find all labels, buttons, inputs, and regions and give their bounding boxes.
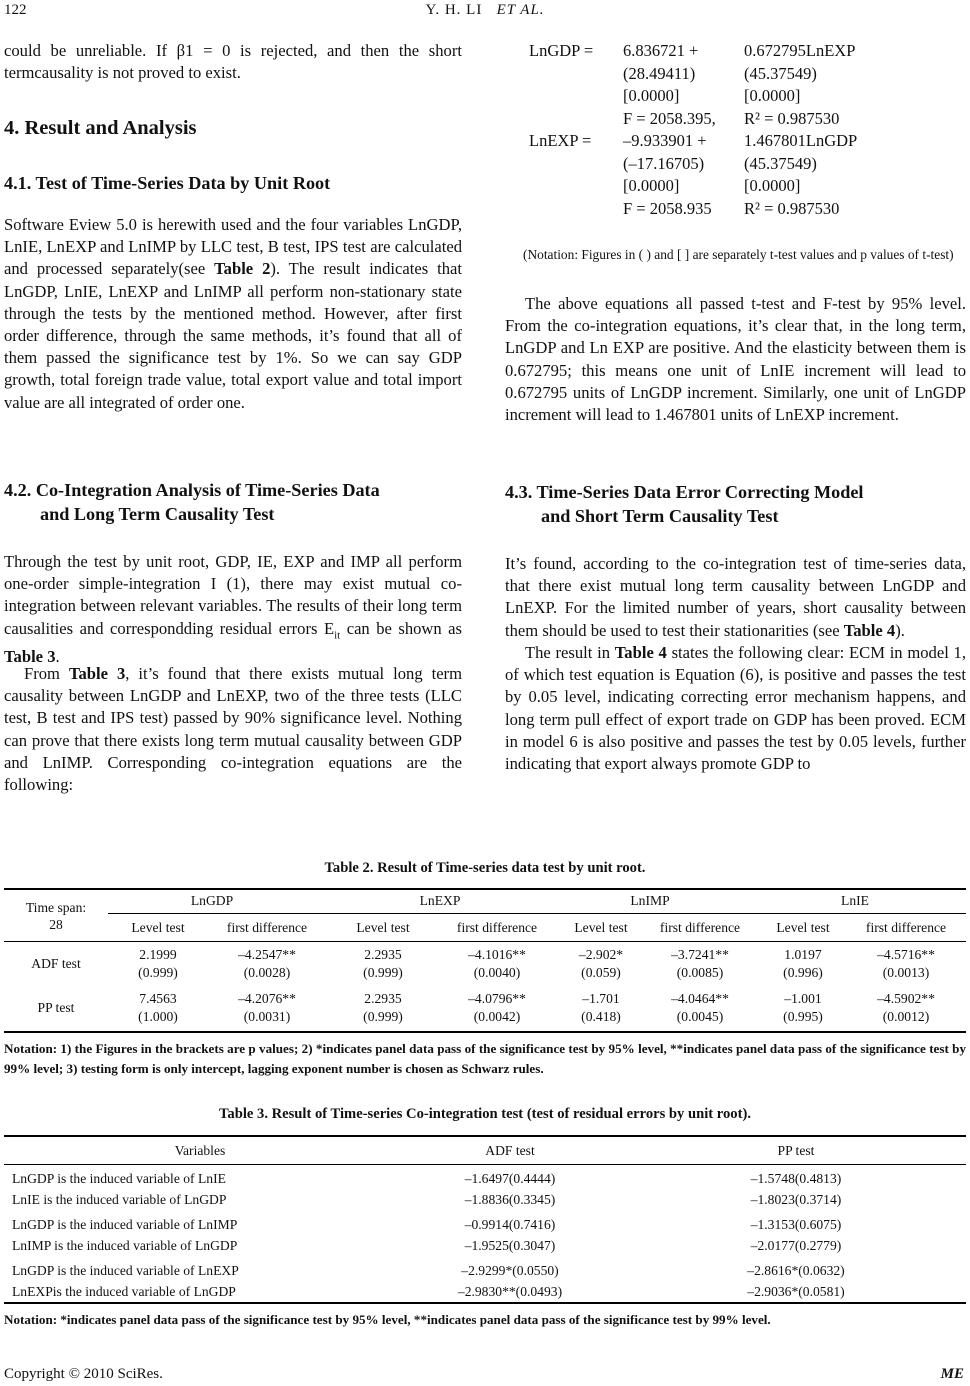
equation-row xyxy=(505,63,966,86)
table-2-sub-header: first difference xyxy=(226,920,308,935)
equation-col-2: 1.467801LnGDP xyxy=(744,131,858,150)
equation-col-2: [0.0000] xyxy=(744,176,801,195)
subsection-4-3-title xyxy=(505,480,966,528)
table-2-sub-header: Level test xyxy=(131,920,185,935)
table-3-header-rule xyxy=(4,1164,966,1165)
equation-col-1: F = 2058.935 xyxy=(623,198,712,218)
table-2-pvalue: (0.0031) xyxy=(243,1009,291,1024)
table-2-group-header: LnEXP xyxy=(419,893,461,908)
equation-col-2: R² = 0.987530 xyxy=(744,198,840,218)
table-3-row-pp: –2.0177(0.2779) xyxy=(750,1238,842,1253)
running-head-author: Y. H. LI xyxy=(425,2,483,18)
equation-row xyxy=(505,108,966,131)
table-3-header-variables: Variables xyxy=(174,1143,226,1158)
table-3-row-adf: –2.9299*(0.0550) xyxy=(461,1263,559,1278)
table-3-bottom-rule xyxy=(4,1302,966,1304)
table-2-value: –1.001 xyxy=(784,991,822,1006)
table-2-pvalue: (0.059) xyxy=(581,965,621,980)
table-2-sub-header: first difference xyxy=(865,920,947,935)
paragraph-4-3b xyxy=(505,642,966,775)
table-2-top-rule xyxy=(4,888,966,890)
table-2-cell xyxy=(743,946,863,982)
table-3-row-variable: LnGDP is the induced variable of LnIE xyxy=(12,1171,226,1186)
table-3-row-adf: –1.9525(0.3047) xyxy=(464,1238,556,1253)
table-3-row-pp: –2.8616*(0.0632) xyxy=(747,1263,845,1278)
table-3-header-pp: PP test xyxy=(777,1143,815,1158)
table-2-sub-header: first difference xyxy=(456,920,538,935)
table-2-value: –4.5902** xyxy=(877,991,935,1006)
subsection-4-2-title-line1: 4.2. Co-Integration Analysis of Time-Series Data xyxy=(4,480,380,500)
table-3-header-adf: ADF test xyxy=(485,1143,535,1158)
table-2-value: –4.2547** xyxy=(238,947,296,962)
equation-col-2: [0.0000] xyxy=(744,86,801,105)
table-2-group-rule xyxy=(108,913,966,914)
table-2-cell xyxy=(743,990,863,1026)
table-2-value: –4.0796** xyxy=(468,991,526,1006)
table-2-pvalue: (0.0040) xyxy=(473,965,521,980)
equation-col-2: 0.672795LnEXP xyxy=(744,41,856,60)
table-2-cell xyxy=(323,946,443,982)
paragraph-4-3b-text-a: The result in xyxy=(525,643,615,662)
table-4-ref: Table 4 xyxy=(843,620,896,640)
equation-row xyxy=(505,130,966,153)
paragraph-4-2b-text-a: From xyxy=(24,664,69,683)
subsection-4-3-title-line1: 4.3. Time-Series Data Error Correcting Model xyxy=(505,482,864,502)
subsection-4-2-title xyxy=(4,478,462,526)
equation-row xyxy=(505,175,966,198)
equation-col-1: [0.0000] xyxy=(623,86,680,105)
equation-col-2: R² = 0.987530 xyxy=(744,108,840,128)
table-2-cell xyxy=(437,990,557,1026)
table-2-header-rule xyxy=(4,941,966,942)
table-3-row-variable: LnIMP is the induced variable of LnGDP xyxy=(12,1238,238,1253)
table-2-cell xyxy=(98,990,218,1026)
table-2-sub-header: Level test xyxy=(776,920,830,935)
subsection-4-2-title-line2: and Long Term Causality Test xyxy=(40,504,275,524)
table-2-group-header: LnIE xyxy=(841,893,869,908)
equation-col-1: F = 2058.395, xyxy=(623,108,716,128)
table-2-cell xyxy=(323,990,443,1026)
paragraph-equations-discussion: The above equations all passed t-test and F-test by 95% level. From the co-integration equations, it’s clear that, in the long term, LnGDP and Ln EXP are positive. And the elasticity between them is 0.672795; this means one unit of LnIE increment will lead to 0.672795 units of LnGDP increment. Similarly, one unit of LnGDP increment will lead to 1.467801 units of LnEXP increment. xyxy=(505,294,966,425)
table-2-pvalue: (0.0028) xyxy=(243,965,291,980)
paragraph-4-2 xyxy=(4,551,462,668)
paragraph-4-2-text-c: . xyxy=(55,647,60,667)
table-2-value: –3.7241** xyxy=(671,947,729,962)
table-3-row-pp: –2.9036*(0.0581) xyxy=(747,1284,845,1299)
table-2-pvalue: (0.418) xyxy=(581,1009,621,1024)
equation-row xyxy=(505,198,966,221)
table-2-value: 2.2935 xyxy=(364,947,402,962)
table-2-sub-header: first difference xyxy=(659,920,741,935)
table-2-timespan-cell xyxy=(4,890,108,941)
paragraph-4-3-text-a: It’s found, according to the co-integration test of time-series data, that there exist mutual long term causality between LnGDP and LnEXP. For the limited number of years, short causality between them should be used to test their stationarities (see xyxy=(505,554,966,640)
table-3-row-adf: –0.9914(0.7416) xyxy=(464,1217,556,1232)
table-2-cell xyxy=(640,946,760,982)
table-3-row-adf: –1.8836(0.3345) xyxy=(464,1192,556,1207)
table-2-notation: Notation: 1) the Figures in the brackets are p values; 2) *indicates panel data pass of the significance test by 95% level, **indicates panel data pass of the significance test by 99% level; 3) testing form is only intercept, lagging exponent number is chosen as Schwarz rules. xyxy=(4,1041,966,1076)
table-3-row-variable: LnIE is the induced variable of LnGDP xyxy=(12,1192,227,1207)
table-2-cell xyxy=(437,946,557,982)
equation-row xyxy=(505,40,966,63)
table-2-cell xyxy=(98,946,218,982)
table-2-group-header: LnGDP xyxy=(190,893,234,908)
table-2-value: –4.5716** xyxy=(877,947,935,962)
cointegration-equations xyxy=(505,40,966,220)
equation-lhs: LnEXP = xyxy=(529,131,592,150)
subsection-4-3-title-line2: and Short Term Causality Test xyxy=(541,506,779,526)
table-4-ref-2: Table 4 xyxy=(614,643,667,662)
table-2-value: –2.902* xyxy=(578,947,624,962)
table-3-row-pp: –1.8023(0.3714) xyxy=(750,1192,842,1207)
equation-col-1: (28.49411) xyxy=(623,63,696,83)
table-3-row-pp: –1.3153(0.6075) xyxy=(750,1217,842,1232)
journal-abbreviation: ME xyxy=(940,1366,964,1382)
table-2-value: –4.2076** xyxy=(238,991,296,1006)
paragraph-4-1-text-a: Software Eview 5.0 is herewith used and the four variables LnGDP, LnIE, LnEXP and LnIMP by LLC test, B test, IPS test are calculated and processed separately(see xyxy=(4,215,462,279)
table-3-caption: Table 3. Result of Time-series Co-integration test (test of residual errors by unit root). xyxy=(219,1106,751,1122)
table-3-row-adf: –1.6497(0.4444) xyxy=(464,1171,556,1186)
table-3-ref-2: Table 3 xyxy=(68,664,126,683)
paragraph-4-2-text-a: Through the test by unit root, GDP, IE, EXP and IMP all perform one-order simple-integration I (1), there may exist mutual co-integration between relevant variables. The results of their long term causalities and correspondding residual errors E xyxy=(4,552,462,638)
subsection-4-1-title: 4.1. Test of Time-Series Data by Unit Root xyxy=(4,173,331,193)
table-2-cell xyxy=(207,946,327,982)
table-3-row-variable: LnGDP is the induced variable of LnIMP xyxy=(12,1217,238,1232)
equation-row xyxy=(505,153,966,176)
paragraph-4-3 xyxy=(505,553,966,642)
section-4-title: 4. Result and Analysis xyxy=(4,117,197,139)
table-2-pvalue: (0.995) xyxy=(783,1009,823,1024)
table-2-value: 2.2935 xyxy=(364,991,402,1006)
equation-col-2: (45.37549) xyxy=(744,63,817,83)
table-2-cell xyxy=(207,990,327,1026)
paragraph-4-1-text-b: ). The result indicates that LnGDP, LnIE, LnEXP and LnIMP all perform non-stationary state through the tests by the mentioned method. However, after first order difference, through the same methods, it’s found that all of them passed the significance test by 1%. So we can say GDP growth, total foreign trade value, total export value and total import value are all integrated of order one. xyxy=(4,259,462,412)
table-2-sub-header: Level test xyxy=(356,920,410,935)
running-head-etal: ET AL. xyxy=(496,2,545,18)
table-2-pvalue: (0.999) xyxy=(363,1009,403,1024)
table-2-pvalue: (0.0012) xyxy=(882,1009,930,1024)
paragraph-4-3b-text-b: states the following clear: ECM in model 1, of which test equation is Equation (6), is positive and passes the test by 0.05 level, indicating correcting error mechanism happens, and long term pull effect of export trade on GDP has been proved. ECM in model 6 is also positive and passes the test by 0.05 levels, further indicating that export always promote GDP to xyxy=(505,643,966,774)
copyright: Copyright © 2010 SciRes. xyxy=(4,1366,163,1382)
table-2-value: –1.701 xyxy=(582,991,620,1006)
equation-col-1: –9.933901 + xyxy=(623,131,707,150)
table-2-bottom-rule xyxy=(4,1031,966,1033)
table-3-row-pp: –1.5748(0.4813) xyxy=(750,1171,842,1186)
paragraph-4-2b xyxy=(4,663,462,796)
table-2-caption: Table 2. Result of Time-series data test by unit root. xyxy=(324,860,646,876)
table-2-pvalue: (0.0042) xyxy=(473,1009,521,1024)
page-number: 122 xyxy=(4,2,27,18)
table-2-ref: Table 2 xyxy=(214,259,271,279)
table-3-top-rule xyxy=(4,1135,966,1137)
table-2-cell xyxy=(846,946,966,982)
equation-col-1: [0.0000] xyxy=(623,176,680,195)
table-2-cell xyxy=(846,990,966,1026)
equation-col-1: 6.836721 + xyxy=(623,41,699,60)
table-2-pvalue: (0.999) xyxy=(138,965,178,980)
table-2-row-label: PP test xyxy=(37,1000,75,1015)
table-2-value: –4.0464** xyxy=(671,991,729,1006)
table-2-timespan-value: 28 xyxy=(49,916,63,932)
table-2-value: –4.1016** xyxy=(468,947,526,962)
table-3-ref: Table 3 xyxy=(4,647,56,667)
table-2-cell xyxy=(640,990,760,1026)
paragraph-4-1 xyxy=(4,214,462,414)
table-2-pvalue: (0.0085) xyxy=(676,965,724,980)
running-head xyxy=(0,2,970,19)
table-2-timespan-label: Time span: xyxy=(25,899,87,915)
equation-col-2: (45.37549) xyxy=(744,153,817,173)
equation-col-1: (–17.16705) xyxy=(623,153,705,173)
table-2-pvalue: (1.000) xyxy=(138,1009,178,1024)
table-2-sub-header: Level test xyxy=(574,920,628,935)
table-2-pvalue: (0.0013) xyxy=(882,965,930,980)
table-2-value: 7.4563 xyxy=(139,991,177,1006)
table-2-pvalue: (0.999) xyxy=(363,965,403,980)
table-3-row-variable: LnGDP is the induced variable of LnEXP xyxy=(12,1263,239,1278)
table-2-value: 2.1999 xyxy=(139,947,177,962)
table-3-row-variable: LnEXPis the induced variable of LnGDP xyxy=(12,1284,236,1299)
table-3-notation: Notation: *indicates panel data pass of the significance test by 95% level, **indicates panel data pass of the significance test by 99% level. xyxy=(4,1312,771,1327)
table-3-row-adf: –2.9830**(0.0493) xyxy=(457,1284,563,1299)
residual-subscript: it xyxy=(334,628,341,641)
equation-lhs: LnGDP = xyxy=(529,41,594,60)
paragraph-4-3-text-b: ). xyxy=(895,620,905,640)
equation-row xyxy=(505,85,966,108)
table-2-pvalue: (0.0045) xyxy=(676,1009,724,1024)
equations-note: (Notation: Figures in ( ) and [ ] are separately t-test values and p values of t-test) xyxy=(523,247,954,263)
paragraph-4-2b-text-b: , it’s found that there exists mutual long term causality between LnGDP and LnEXP, two of the three tests (LLC test, B test and IPS test) passed by 90% significance level. Nothing can prove that there exists long term mutual causality between GDP and LnIMP. Corresponding co-integration equations are the following: xyxy=(4,664,462,795)
paragraph-4-2-text-b: can be shown as xyxy=(340,618,463,638)
table-2-pvalue: (0.996) xyxy=(783,965,823,980)
table-2-group-header: LnIMP xyxy=(630,893,670,908)
table-2-row-label: ADF test xyxy=(31,956,81,971)
intro-paragraph: could be unreliable. If β1 = 0 is rejected, and then the short termcausality is not proved to exist. xyxy=(4,41,462,83)
table-2-value: 1.0197 xyxy=(784,947,822,962)
